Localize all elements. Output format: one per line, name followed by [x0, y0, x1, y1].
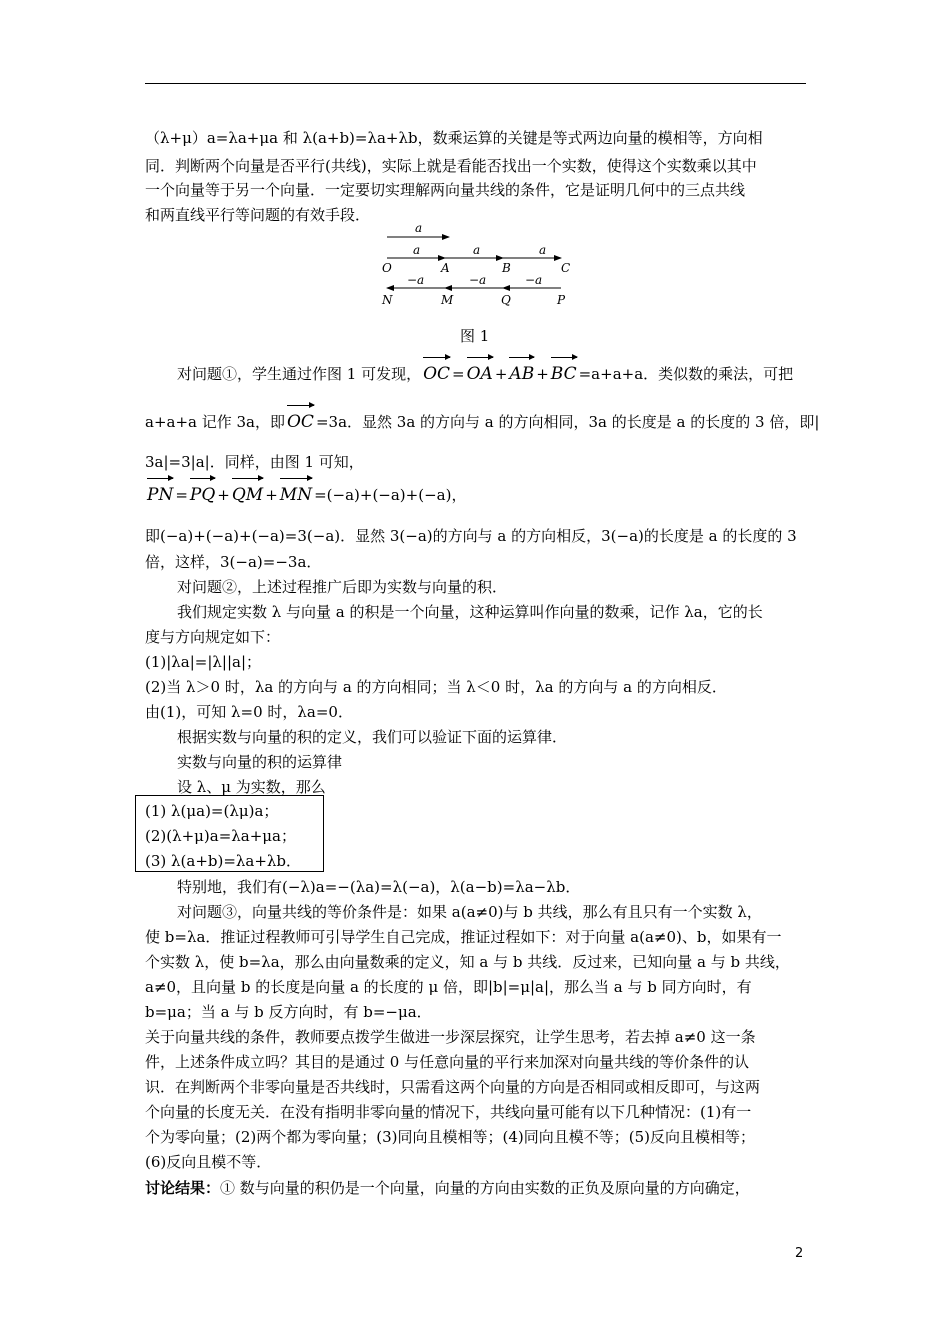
q3-line: 使 b=λa．推证过程教师可引导学生自己完成，推证过程如下：对于向量 a(a≠0)、b，如果有一 [145, 928, 782, 946]
point-N: N [382, 293, 393, 307]
rule-line: (1)|λa|=|λ||a|； [145, 653, 262, 671]
vector-OC: OC [287, 403, 314, 432]
q1-line: a+a+a 记作 3a，即 OC =3a．显然 3a 的方向与 a 的方向相同，3a 的长度是 a 的长度的 3 倍，即| [145, 403, 819, 432]
law-line: (2)(λ+μ)a=λa+μa； [145, 827, 296, 845]
discuss-line: 识．在判断两个非零向量是否共线时，只需看这两个向量的方向是否相同或相反即可，与这两 [145, 1078, 761, 1096]
q1-line: 即(−a)+(−a)+(−a)=3(−a)．显然 3(−a)的方向与 a 的方向相反，3(−a)的长度是 a 的长度的 3 [145, 527, 797, 545]
vector-QM: QM [232, 476, 263, 505]
vector-MN: MN [280, 476, 312, 505]
discuss-line: 个为零向量；(2)两个都为零向量；(3)同向且模相等；(4)同向且模不等；(5)反向且模相等； [145, 1128, 755, 1146]
label-a: a [539, 243, 547, 257]
vector-BC: BC [551, 355, 577, 384]
special-line: 特别地，我们有(−λ)a=−(λa)=λ(−a)，λ(a−b)=λa−λb． [177, 878, 581, 896]
label-neg-a: −a [407, 273, 425, 287]
figure-1 [375, 218, 575, 313]
rule-line: (2)当 λ＞0 时，λa 的方向与 a 的方向相同；当 λ＜0 时，λa 的方向与 a 的方向相反． [145, 678, 727, 696]
q3-line: 对问题③，向量共线的等价条件是：如果 a(a≠0)与 b 共线，那么有且只有一个实数 λ， [177, 903, 762, 921]
para-line: （λ+μ）a=λa+μa 和 λ(a+b)=λa+λb，数乘运算的关键是等式两边向量的模相等，方向相 [145, 129, 763, 147]
q3-line: 个实数 λ，使 b=λa，那么由向量数乘的定义，知 a 与 b 共线．反过来，已知向量 a 与 b 共线， [145, 953, 790, 971]
law-line: (3) λ(a+b)=λa+λb． [145, 852, 302, 870]
q1-line: PN = PQ + QM + MN =(−a)+(−a)+(−a)， [145, 476, 466, 505]
point-Q: Q [501, 293, 511, 307]
vector-PN: PN [147, 476, 173, 505]
discuss-line: (6)反向且模不等． [145, 1153, 272, 1171]
q1-line: 倍，这样，3(−a)=−3a． [145, 553, 322, 571]
point-A: A [441, 261, 450, 275]
label-a: a [415, 221, 423, 235]
point-P: P [557, 293, 566, 307]
label-a: a [473, 243, 481, 257]
label-neg-a: −a [525, 273, 543, 287]
point-B: B [502, 261, 511, 275]
law-title: 实数与向量的积的运算律 [177, 753, 343, 771]
discuss-line: 件，上述条件成立吗？其目的是通过 0 与任意向量的平行来加深对向量共线的等价条件的认 [145, 1053, 750, 1071]
rule-line: 由(1)，可知 λ=0 时，λa=0． [145, 703, 353, 721]
result-line: 讨论结果：① 数与向量的积仍是一个向量，向量的方向由实数的正负及原向量的方向确定， [145, 1179, 750, 1197]
q2-line: 对问题②，上述过程推广后即为实数与向量的积． [177, 578, 508, 596]
para-line: 同．判断两个向量是否平行(共线)，实际上就是看能否找出一个实数，使得这个实数乘以其中 [145, 157, 757, 175]
q1-line: 3a|=3|a|．同样，由图 1 可知， [145, 453, 364, 471]
page-number: 2 [795, 1246, 804, 1261]
header-rule [145, 83, 806, 84]
label-neg-a: −a [469, 273, 487, 287]
law-intro: 设 λ、μ 为实数，那么 [177, 778, 326, 796]
para-line: 一个向量等于另一个向量．一定要切实理解两向量共线的条件，它是证明几何中的三点共线 [145, 181, 746, 199]
vector-PQ: PQ [190, 476, 215, 505]
q1-line: 对问题①，学生通过作图 1 可发现， OC = OA + AB + BC =a+a+a．类似数的乘法，可把 [177, 355, 793, 384]
figure-caption: 图 1 [460, 327, 490, 345]
q3-line: a≠0，且向量 b 的长度是向量 a 的长度的 μ 倍，即|b|=μ|a|，那么当 a 与 b 同方向时，有 [145, 978, 752, 996]
vector-AB: AB [509, 355, 534, 384]
law-line: (1) λ(μa)=(λμ)a； [145, 802, 279, 820]
label-a: a [413, 243, 421, 257]
point-O: O [382, 261, 392, 275]
definition-line: 我们规定实数 λ 与向量 a 的积是一个向量，这种运算叫作向量的数乘，记作 λa，它的长 [177, 603, 763, 621]
verify-line: 根据实数与向量的积的定义，我们可以验证下面的运算律． [177, 728, 568, 746]
q3-line: b=μa；当 a 与 b 反方向时，有 b=−μa． [145, 1003, 432, 1021]
result-label: 讨论结果： [145, 1179, 221, 1197]
vector-OC: OC [423, 355, 450, 384]
para-line: 和两直线平行等问题的有效手段． [145, 206, 371, 224]
point-M: M [441, 293, 454, 307]
vector-OA: OA [467, 355, 493, 384]
discuss-line: 关于向量共线的条件，教师要点拨学生做进一步深层探究，让学生思考，若去掉 a≠0 这一条 [145, 1028, 756, 1046]
discuss-line: 个向量的长度无关．在没有指明非零向量的情况下，共线向量可能有以下几种情况：(1)有一 [145, 1103, 752, 1121]
definition-line: 度与方向规定如下： [145, 628, 281, 646]
point-C: C [561, 261, 571, 275]
